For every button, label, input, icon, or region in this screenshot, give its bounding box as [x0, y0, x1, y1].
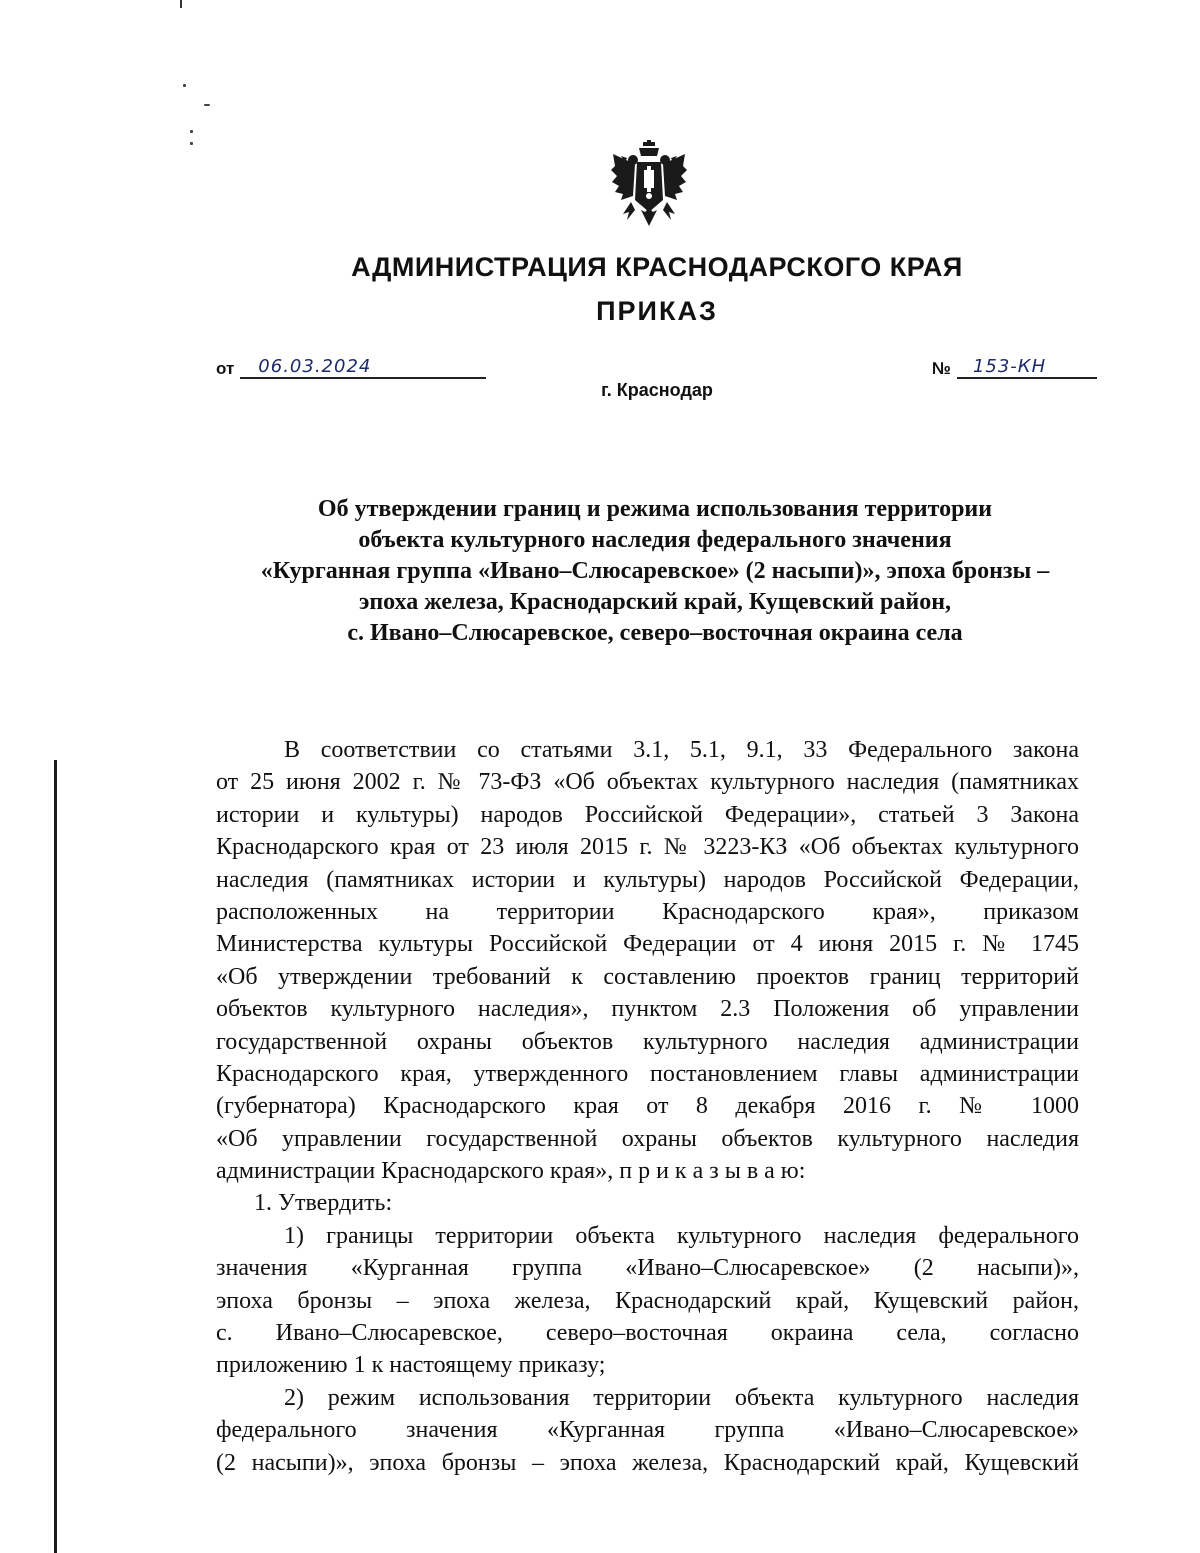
- scan-edge: [54, 760, 57, 1553]
- coat-of-arms-icon: [609, 140, 689, 232]
- document-body: [216, 734, 1079, 1479]
- date-field: [216, 357, 486, 379]
- document-kind: ПРИКАЗ: [596, 296, 718, 326]
- subitem-line: значения «Курганная группа «Ивано–Слюсаревское» (2 насыпи)»,: [216, 1255, 1079, 1282]
- body-line: истории и культуры) народов Российской Федерации», статьей 3 Закона: [216, 801, 1079, 828]
- handwritten-date: 06.03.2024: [240, 357, 486, 379]
- number-prefix: №: [932, 359, 951, 378]
- scan-speck: [204, 104, 210, 106]
- subitem-line: с. Ивано–Слюсаревское, северо–восточная окраина села, согласно: [216, 1320, 1079, 1347]
- organization-title: АДМИНИСТРАЦИЯ КРАСНОДАРСКОГО КРАЯ: [351, 252, 963, 282]
- body-line: «Об управлении государственной охраны объектов культурного наследия: [216, 1125, 1079, 1152]
- body-line: (губернатора) Краснодарского края от 8 декабря 2016 г. № 1000: [216, 1093, 1079, 1120]
- subject-line: с. Ивано–Слюсаревское, северо–восточная окраина села: [347, 620, 963, 646]
- body-line: Министерства культуры Российской Федерации от 4 июня 2015 г. № 1745: [216, 931, 1079, 958]
- body-line: Краснодарского края, утвержденного постановлением главы администрации: [216, 1060, 1079, 1087]
- item-heading: 1. Утвердить:: [254, 1190, 393, 1217]
- subject-line: объекта культурного наследия федерального значения: [358, 527, 952, 553]
- body-line: Краснодарского края от 23 июля 2015 г. № 3223-КЗ «Об объектах культурного: [216, 834, 1079, 861]
- body-line: объектов культурного наследия», пунктом 2.3 Положения об управлении: [216, 996, 1079, 1023]
- subitem-line: приложению 1 к настоящему приказу;: [216, 1352, 606, 1379]
- body-line: «Об утверждении требований к составлению проектов границ территорий: [216, 963, 1079, 990]
- number-field: [932, 357, 1097, 379]
- subitem-line: эпоха бронзы – эпоха железа, Краснодарский край, Кущевский район,: [216, 1287, 1079, 1314]
- body-line: расположенных на территории Краснодарского края», приказом: [216, 898, 1079, 925]
- subitem-line: 2) режим использования территории объекта культурного наследия: [284, 1384, 1079, 1411]
- body-line: В соответствии со статьями 3.1, 5.1, 9.1, 33 Федерального закона: [284, 737, 1079, 763]
- body-line: администрации Краснодарского края», п р и к а з ы в а ю:: [216, 1158, 806, 1185]
- subject-line: «Курганная группа «Ивано–Слюсаревское» (2 насыпи)», эпоха бронзы –: [260, 558, 1050, 584]
- scan-speck: [190, 130, 193, 133]
- subject-line: эпоха железа, Краснодарский край, Кущевский район,: [358, 589, 952, 615]
- subitem-line: (2 насыпи)», эпоха бронзы – эпоха железа, Краснодарский край, Кущевский: [216, 1449, 1079, 1476]
- subitem-line: федерального значения «Курганная группа «Ивано–Слюсаревское»: [216, 1417, 1079, 1444]
- body-line: государственной охраны объектов культурного наследия администрации: [216, 1028, 1079, 1055]
- city: г. Краснодар: [601, 380, 713, 400]
- subitem-line: 1) границы территории объекта культурного наследия федерального: [284, 1222, 1079, 1249]
- document-subject: [180, 494, 1130, 649]
- scan-speck: [183, 84, 186, 87]
- scan-speck: [190, 142, 193, 145]
- date-prefix: от: [216, 359, 235, 378]
- handwritten-number: 153-КН: [957, 357, 1097, 379]
- body-line: от 25 июня 2002 г. № 73-ФЗ «Об объектах культурного наследия (памятниках: [216, 769, 1079, 796]
- body-line: наследия (памятниках истории и культуры) народов Российской Федерации,: [216, 866, 1079, 893]
- scan-mark: [180, 0, 182, 8]
- subject-line: Об утверждении границ и режима использования территории: [317, 496, 993, 522]
